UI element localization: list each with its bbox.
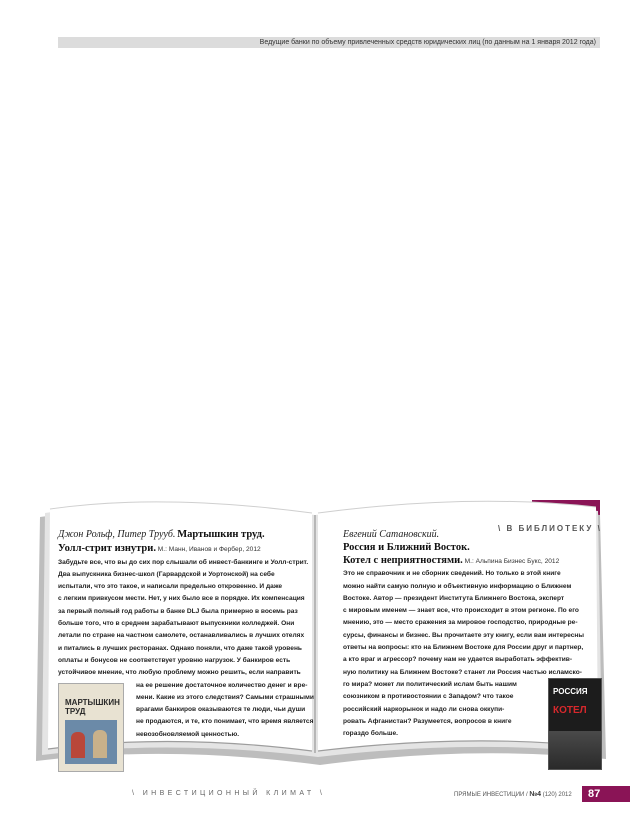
text-line: врагами банкиров оказываются те люди, чьи души	[136, 706, 306, 714]
left-book-publisher: М.: Манн, Иванов и Фербер, 2012	[157, 546, 261, 554]
left-book-author: Джон Рольф, Питер Трууб.	[58, 529, 176, 540]
text-line: с мировым именем — знает все, что происходит в этом регионе. По его	[343, 607, 579, 615]
footer-magazine	[454, 791, 572, 798]
magazine-name: ПРЯМЫЕ ИНВЕСТИЦИИ /	[454, 792, 528, 798]
text-line: с легким привкусом мести. Нет, у них было все в порядке. Их компенсация	[58, 595, 305, 603]
chart-caption: Ведущие банки по объему привлеченных средств юридических лиц (по данным на 1 января 2012 года)	[259, 39, 596, 46]
right-book-author: Евгений Сатановский.	[343, 529, 440, 540]
text-line: Два выпускника бизнес-школ (Гарвардской и Уортонской) на себе	[58, 570, 275, 578]
text-line: на ее решение достаточное количество денег и вре-	[136, 681, 308, 689]
text-line: и питались в лучших ресторанах. Однако поняли, что даже такой уровень	[58, 644, 302, 652]
text-line: российский наркорынок и надо ли снова оккупи-	[343, 705, 505, 713]
cover-figure	[71, 732, 85, 758]
left-cover-title: МАРТЫШКИН ТРУД	[65, 698, 120, 716]
footer-section-name: \ ИНВЕСТИЦИОННЫЙ КЛИМАТ \	[132, 790, 326, 797]
left-book-cover	[58, 683, 124, 772]
left-book-title: Мартышкин труд.	[177, 529, 265, 540]
text-line: испытали, что это такое, и написали предельно откровенно. И даже	[58, 583, 283, 591]
text-line: ответы на вопросы: кто на Ближнем Востоке для России друг и партнер,	[343, 644, 584, 652]
issue-tail: (120) 2012	[542, 792, 572, 798]
text-line: больше того, что в среднем зарабатывают выпускники колледжей. Они	[58, 620, 295, 628]
text-line: за первый полный год работы в банке DLJ была примерно в восемь раз	[58, 607, 298, 615]
text-line: не продаются, и те, кто понимает, что время является	[136, 718, 314, 726]
cover-illustration	[549, 731, 601, 769]
text-line: а кто враг и агрессор? почему нам не удается выработать эффектив-	[343, 656, 573, 664]
text-line: сурсы, финансы и бизнес. Вы прочитаете эту книгу, если вам интересны	[343, 631, 585, 639]
text-line: гораздо больше.	[343, 730, 398, 738]
right-book-subtitle: Котел с неприятностями.	[343, 555, 463, 566]
left-book-subtitle: Уолл-стрит изнутри.	[58, 543, 156, 555]
cover-figure	[93, 730, 107, 758]
text-line: можно найти самую полную и объективную информацию о Ближнем	[343, 582, 572, 590]
text-line: невозобновляемой ценностью.	[136, 730, 240, 738]
text-line: ную политику на Ближнем Востоке? станет ли Россия частью исламско-	[343, 668, 582, 676]
text-line: го мира? может ли политический ислам быть нашим	[343, 680, 517, 688]
text-line: Востоке. Автор — президент Института Ближнего Востока, эксперт	[343, 594, 565, 602]
text-line: оплаты и бонусов не соответствует уровню нагрузок. У банкиров есть	[58, 656, 291, 664]
right-book-title: Россия и Ближний Восток.	[343, 542, 470, 553]
text-line: мнению, это — место сражения за мировое господство, природные ре-	[343, 619, 578, 627]
section-label: \ В БИБЛИОТЕКУ \	[498, 524, 602, 533]
right-cover-title: РОССИЯ	[553, 687, 588, 696]
text-line: летали по стране на частном самолете, останавливались в лучших отелях	[58, 632, 305, 640]
text-line: Забудьте все, что вы до сих пор слышали об инвест-банкинге и Уолл-стрит.	[58, 558, 309, 566]
right-book-cover	[548, 678, 602, 770]
right-cover-title-2: КОТЕЛ	[553, 705, 587, 716]
text-line: союзником в противостоянии с Западом? что такое	[343, 693, 514, 701]
text-line: Это не справочник и не сборник сведений. Но только в этой книге	[343, 570, 561, 578]
text-line: устойчивое мнение, что любую проблему можно решить, если направить	[58, 669, 301, 677]
right-book-publisher: М.: Альпина Бизнес Букс, 2012	[464, 558, 560, 565]
chart-caption-bar	[58, 37, 600, 48]
text-line: ровать Афганистан? Разумеется, вопросов в книге	[343, 717, 512, 725]
text-line: мени. Какие из этого следствия? Самыми страшными	[136, 693, 314, 701]
page-number: 87	[582, 786, 630, 802]
issue-number: №4	[529, 791, 542, 798]
